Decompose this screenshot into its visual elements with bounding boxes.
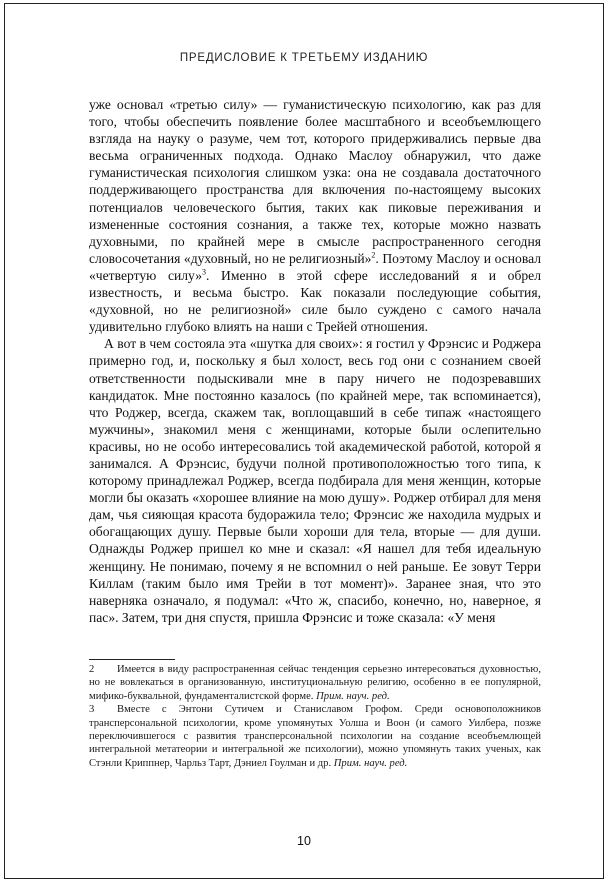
footnote-2 <box>89 663 541 703</box>
footnote-text: Имеется в виду распространенная сейчас тенденция серьезно интересоваться духовностью, но не вовлекаться в организованную, институциональную религию, особенно в ее популярной, мифико-буквальной, фундаменталистской форме. <box>89 664 541 702</box>
footnote-separator <box>89 659 175 660</box>
footnote-number: 3 <box>89 704 95 716</box>
paragraph-1-text-b: . Поэтому Маслоу и основал «четвертую силу» <box>89 250 542 283</box>
footnote-text: Вместе с Энтони Сутичем и Станиславом Грофом. Среди основоположников трансперсональной психологии, кроме упомянутых Уолша и Воон (и самого Уилбера, позже переключившегося с развития трансперсональной психологии на создание всеобъемлющей интегральной метатеории и интегральной же психологии), можно упомянуть таких ученых, как Стэнли Криппнер, Чарльз Тарт, Дэниел Гоулман и др. <box>89 704 541 769</box>
footnotes <box>89 663 541 770</box>
editor-remark: Прим. науч. ред. <box>316 690 390 702</box>
paragraph-1-text-c: . Именно в этой сфере исследований я и обрел известность, и весьма быстро. Как показали последующие события, «духовной, но не религиозной» силе было суждено с самого начала удивительно глубоко влиять на наши с Трейей отношения. <box>89 267 542 335</box>
footnote-3 <box>89 703 541 770</box>
paragraph-1 <box>89 96 541 335</box>
running-title: ПРЕДИСЛОВИЕ К ТРЕТЬЕМУ ИЗДАНИЮ <box>179 52 429 64</box>
footnote-number: 2 <box>89 664 95 675</box>
book-page <box>4 3 604 879</box>
page-number: 10 <box>297 834 311 848</box>
paragraph-1-text-a: уже основал «третью силу» — гуманистическую психологию, как раз для того, чтобы обеспечить появление более масштабного и всеобъемлющего взгляда на науку о разуме, чем тот, которого придерживались первые два весьма ограниченных подхода. Однако Маслоу обнаружил, что даже гуманистическая психология слишком узка: она не создавала достаточного поддерживающего пространства для включения по-настоящему высоких потенциалов человеческого бытия, таких как пиковые переживания и измененные состояния сознания, а также тех, которые можно назвать духовными, по крайней мере в смысле распространенного сегодня словосочетания «духовный, но не религиозный» <box>89 97 541 266</box>
footnote-ref-3[interactable]: 3 <box>202 267 206 277</box>
main-text <box>89 96 541 626</box>
footnote-ref-2[interactable]: 2 <box>371 250 376 260</box>
editor-remark: Прим. науч. ред. <box>333 757 408 769</box>
paragraph-2: А вот в чем состояла эта «шутка для своих»: я гостил у Фрэнсис и Роджера примерно год, и, поскольку я был холост, весь год они с сознанием своей ответственности подыскивали мне в пару ничего не подозревавших кандидаток. Мне постоянно казалось (по крайней мере, так вспоминается), что Роджер, всегда, скажем так, воплощавший в себе типаж «настоящего мужчины», знакомил меня с женщинами, которые были ослепительно красивы, но не особо интересовались той академической работой, которой я занимался. А Фрэнсис, будучи полной противоположностью того типа, к которому принадлежал Роджер, всегда подбирала для меня женщин, которые могли бы оказать «хорошее влияние на мою душу». Роджер отбирал для меня дам, чья сияющая красота будоражила тело; Фрэнсис же находила мудрых и обогащающих душу. Первые были хороши для тела, вторые — для души. Однажды Роджер пришел ко мне и сказал: «Я нашел для тебя идеальную женщину. Не понимаю, почему я не вспомнил о ней раньше. Ее зовут Терри Киллам (таким было имя Трейи в тот момент)». Заранее зная, что это наверняка означало, я подумал: «Что ж, спасибо, конечно, но, наверное, я пас». Затем, три дня спустя, пришла Фрэнсис и тоже сказала: «У меня <box>89 336 541 625</box>
